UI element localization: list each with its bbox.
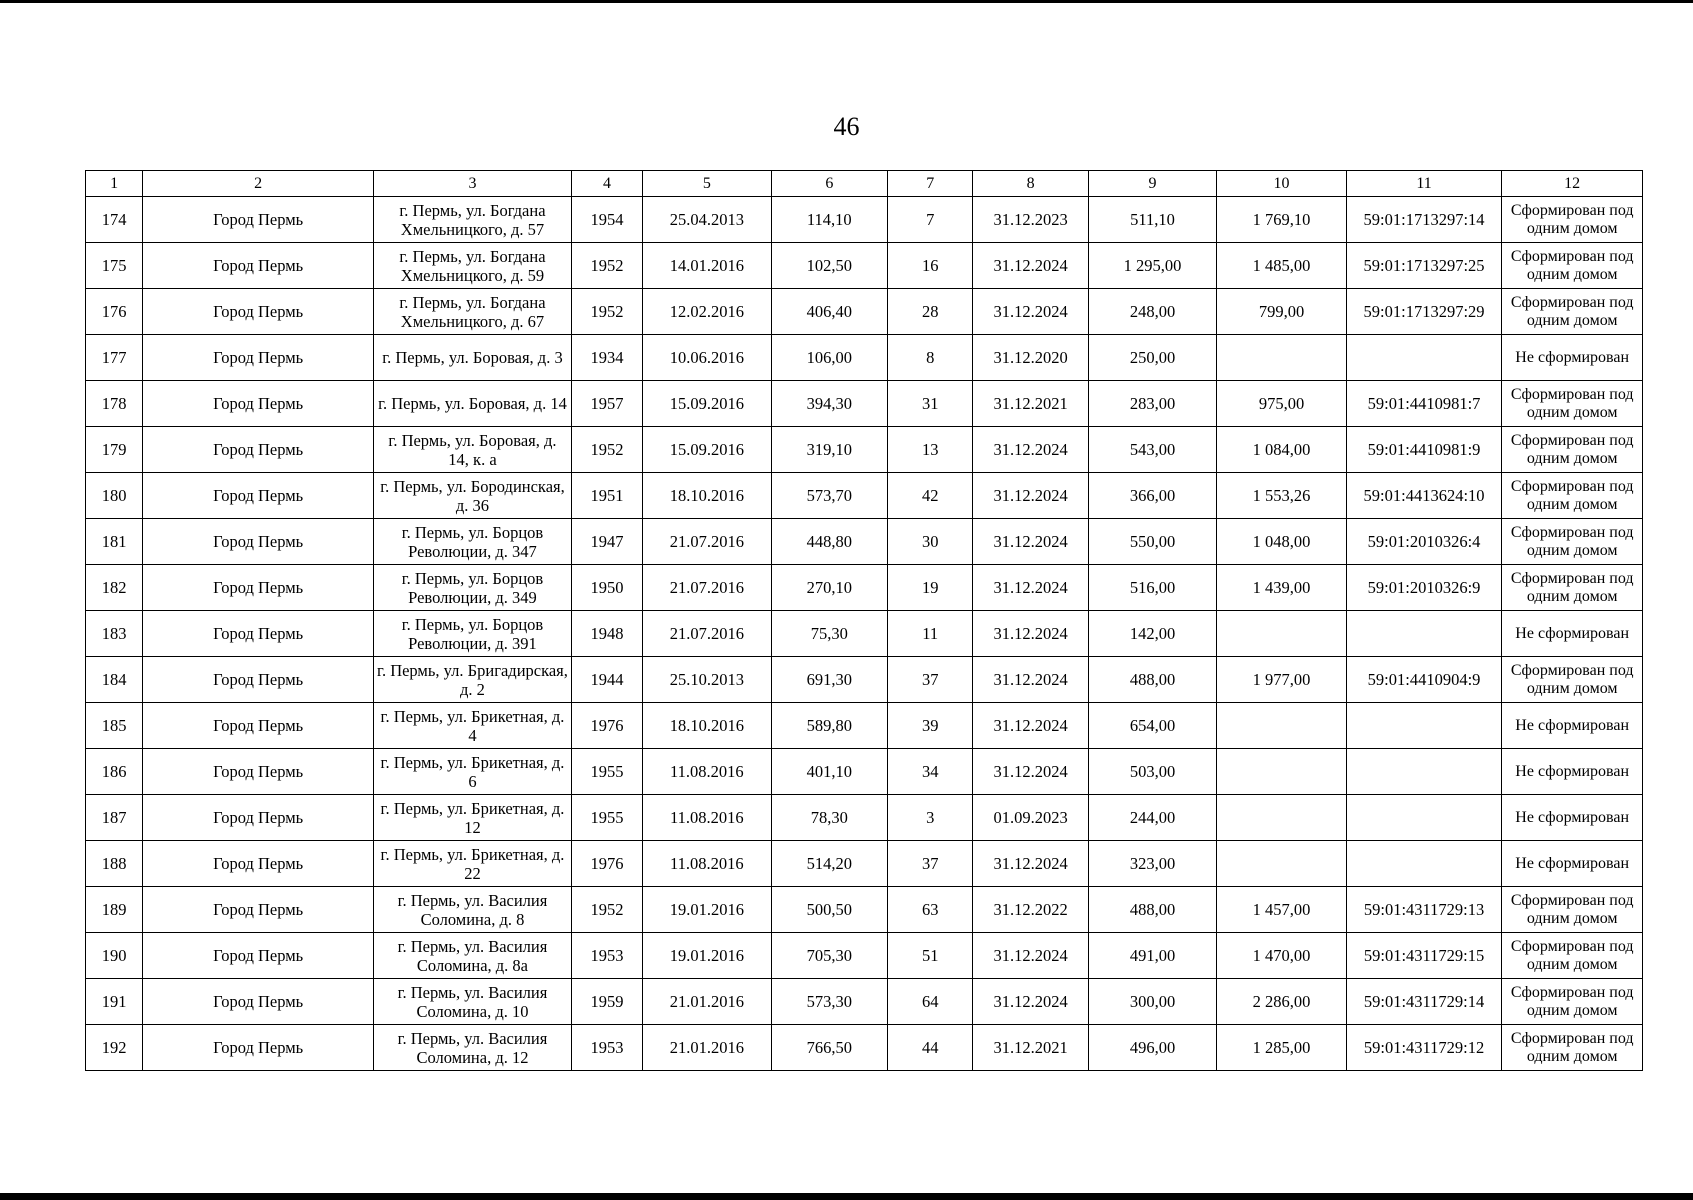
cadastral-number-cell <box>1346 703 1502 749</box>
land-area-cell <box>1217 611 1346 657</box>
residents-cell: 42 <box>888 473 973 519</box>
date-cell: 11.08.2016 <box>643 841 771 887</box>
residents-cell: 28 <box>888 289 973 335</box>
build-year-cell: 1955 <box>571 795 642 841</box>
land-status-cell: Сформирован под одним домом <box>1502 197 1643 243</box>
row-number-cell: 180 <box>86 473 143 519</box>
land-status-cell: Не сформирован <box>1502 841 1643 887</box>
land-status-cell: Сформирован под одним домом <box>1502 1025 1643 1071</box>
deadline-cell: 31.12.2024 <box>973 427 1088 473</box>
table-row <box>86 795 1643 841</box>
table-row <box>86 427 1643 473</box>
land-status-cell: Сформирован под одним домом <box>1502 473 1643 519</box>
table-row <box>86 703 1643 749</box>
row-number-cell: 191 <box>86 979 143 1025</box>
area-cell: 102,50 <box>771 243 887 289</box>
address-cell: г. Пермь, ул. Василия Соломина, д. 10 <box>374 979 572 1025</box>
municipality-cell: Город Пермь <box>143 657 374 703</box>
area-cell: 319,10 <box>771 427 887 473</box>
value-cell: 142,00 <box>1088 611 1216 657</box>
address-cell: г. Пермь, ул. Василия Соломина, д. 8а <box>374 933 572 979</box>
residents-cell: 64 <box>888 979 973 1025</box>
residents-cell: 44 <box>888 1025 973 1071</box>
table-row <box>86 335 1643 381</box>
column-number-header: 9 <box>1088 171 1216 197</box>
row-number-cell: 178 <box>86 381 143 427</box>
build-year-cell: 1959 <box>571 979 642 1025</box>
land-area-cell: 975,00 <box>1217 381 1346 427</box>
column-number-header: 2 <box>143 171 374 197</box>
land-status-cell: Не сформирован <box>1502 749 1643 795</box>
value-cell: 300,00 <box>1088 979 1216 1025</box>
municipality-cell: Город Пермь <box>143 243 374 289</box>
value-cell: 511,10 <box>1088 197 1216 243</box>
row-number-cell: 186 <box>86 749 143 795</box>
land-area-cell: 1 048,00 <box>1217 519 1346 565</box>
cadastral-number-cell: 59:01:4311729:14 <box>1346 979 1502 1025</box>
build-year-cell: 1954 <box>571 197 642 243</box>
land-area-cell: 1 553,26 <box>1217 473 1346 519</box>
date-cell: 14.01.2016 <box>643 243 771 289</box>
table-row <box>86 611 1643 657</box>
residents-cell: 63 <box>888 887 973 933</box>
value-cell: 550,00 <box>1088 519 1216 565</box>
column-number-header: 7 <box>888 171 973 197</box>
build-year-cell: 1953 <box>571 1025 642 1071</box>
area-cell: 589,80 <box>771 703 887 749</box>
table-row <box>86 473 1643 519</box>
land-status-cell: Сформирован под одним домом <box>1502 933 1643 979</box>
cadastral-number-cell <box>1346 335 1502 381</box>
table-row <box>86 933 1643 979</box>
deadline-cell: 31.12.2024 <box>973 979 1088 1025</box>
value-cell: 496,00 <box>1088 1025 1216 1071</box>
municipality-cell: Город Пермь <box>143 473 374 519</box>
build-year-cell: 1944 <box>571 657 642 703</box>
municipality-cell: Город Пермь <box>143 197 374 243</box>
land-status-cell: Сформирован под одним домом <box>1502 657 1643 703</box>
residents-cell: 3 <box>888 795 973 841</box>
date-cell: 15.09.2016 <box>643 427 771 473</box>
deadline-cell: 31.12.2024 <box>973 519 1088 565</box>
build-year-cell: 1955 <box>571 749 642 795</box>
deadline-cell: 31.12.2024 <box>973 289 1088 335</box>
table-row <box>86 519 1643 565</box>
cadastral-number-cell <box>1346 841 1502 887</box>
row-number-cell: 174 <box>86 197 143 243</box>
land-area-cell: 1 977,00 <box>1217 657 1346 703</box>
land-status-cell: Сформирован под одним домом <box>1502 887 1643 933</box>
residents-cell: 30 <box>888 519 973 565</box>
column-number-header: 5 <box>643 171 771 197</box>
date-cell: 19.01.2016 <box>643 887 771 933</box>
land-area-cell: 1 439,00 <box>1217 565 1346 611</box>
land-status-cell: Не сформирован <box>1502 703 1643 749</box>
deadline-cell: 31.12.2024 <box>973 565 1088 611</box>
date-cell: 21.07.2016 <box>643 519 771 565</box>
land-status-cell: Сформирован под одним домом <box>1502 519 1643 565</box>
column-number-header: 10 <box>1217 171 1346 197</box>
address-cell: г. Пермь, ул. Василия Соломина, д. 12 <box>374 1025 572 1071</box>
address-cell: г. Пермь, ул. Бородинская, д. 36 <box>374 473 572 519</box>
deadline-cell: 31.12.2023 <box>973 197 1088 243</box>
address-cell: г. Пермь, ул. Боровая, д. 14 <box>374 381 572 427</box>
build-year-cell: 1952 <box>571 427 642 473</box>
land-area-cell: 1 485,00 <box>1217 243 1346 289</box>
land-area-cell: 2 286,00 <box>1217 979 1346 1025</box>
municipality-cell: Город Пермь <box>143 703 374 749</box>
address-cell: г. Пермь, ул. Брикетная, д. 12 <box>374 795 572 841</box>
row-number-cell: 184 <box>86 657 143 703</box>
municipality-cell: Город Пермь <box>143 519 374 565</box>
address-cell: г. Пермь, ул. Брикетная, д. 22 <box>374 841 572 887</box>
housing-table <box>85 170 1643 1071</box>
residents-cell: 51 <box>888 933 973 979</box>
cadastral-number-cell: 59:01:4311729:12 <box>1346 1025 1502 1071</box>
date-cell: 25.04.2013 <box>643 197 771 243</box>
table-row <box>86 841 1643 887</box>
municipality-cell: Город Пермь <box>143 565 374 611</box>
build-year-cell: 1950 <box>571 565 642 611</box>
row-number-cell: 185 <box>86 703 143 749</box>
value-cell: 1 295,00 <box>1088 243 1216 289</box>
address-cell: г. Пермь, ул. Богдана Хмельницкого, д. 67 <box>374 289 572 335</box>
deadline-cell: 31.12.2024 <box>973 703 1088 749</box>
deadline-cell: 31.12.2024 <box>973 473 1088 519</box>
build-year-cell: 1947 <box>571 519 642 565</box>
residents-cell: 11 <box>888 611 973 657</box>
cadastral-number-cell <box>1346 795 1502 841</box>
land-area-cell <box>1217 335 1346 381</box>
cadastral-number-cell: 59:01:4311729:15 <box>1346 933 1502 979</box>
column-number-header: 1 <box>86 171 143 197</box>
build-year-cell: 1976 <box>571 703 642 749</box>
column-number-header: 12 <box>1502 171 1643 197</box>
row-number-cell: 181 <box>86 519 143 565</box>
residents-cell: 37 <box>888 657 973 703</box>
cadastral-number-cell: 59:01:2010326:4 <box>1346 519 1502 565</box>
deadline-cell: 31.12.2021 <box>973 381 1088 427</box>
area-cell: 766,50 <box>771 1025 887 1071</box>
land-area-cell: 1 457,00 <box>1217 887 1346 933</box>
housing-table-container <box>85 170 1643 1071</box>
date-cell: 11.08.2016 <box>643 749 771 795</box>
column-number-header: 6 <box>771 171 887 197</box>
build-year-cell: 1951 <box>571 473 642 519</box>
deadline-cell: 31.12.2024 <box>973 657 1088 703</box>
row-number-cell: 187 <box>86 795 143 841</box>
row-number-cell: 175 <box>86 243 143 289</box>
column-number-header: 11 <box>1346 171 1502 197</box>
row-number-cell: 189 <box>86 887 143 933</box>
municipality-cell: Город Пермь <box>143 289 374 335</box>
header-row <box>86 171 1643 197</box>
area-cell: 500,50 <box>771 887 887 933</box>
date-cell: 21.07.2016 <box>643 565 771 611</box>
table-body <box>86 197 1643 1071</box>
land-status-cell: Сформирован под одним домом <box>1502 381 1643 427</box>
land-area-cell: 1 769,10 <box>1217 197 1346 243</box>
row-number-cell: 179 <box>86 427 143 473</box>
cadastral-number-cell: 59:01:4311729:13 <box>1346 887 1502 933</box>
residents-cell: 7 <box>888 197 973 243</box>
address-cell: г. Пермь, ул. Богдана Хмельницкого, д. 57 <box>374 197 572 243</box>
municipality-cell: Город Пермь <box>143 841 374 887</box>
cadastral-number-cell: 59:01:4410981:7 <box>1346 381 1502 427</box>
value-cell: 654,00 <box>1088 703 1216 749</box>
build-year-cell: 1934 <box>571 335 642 381</box>
date-cell: 18.10.2016 <box>643 473 771 519</box>
value-cell: 488,00 <box>1088 887 1216 933</box>
land-status-cell: Сформирован под одним домом <box>1502 565 1643 611</box>
value-cell: 283,00 <box>1088 381 1216 427</box>
date-cell: 18.10.2016 <box>643 703 771 749</box>
area-cell: 573,30 <box>771 979 887 1025</box>
municipality-cell: Город Пермь <box>143 749 374 795</box>
land-status-cell: Сформирован под одним домом <box>1502 427 1643 473</box>
date-cell: 10.06.2016 <box>643 335 771 381</box>
address-cell: г. Пермь, ул. Борцов Революции, д. 347 <box>374 519 572 565</box>
land-area-cell <box>1217 703 1346 749</box>
build-year-cell: 1976 <box>571 841 642 887</box>
value-cell: 323,00 <box>1088 841 1216 887</box>
cadastral-number-cell: 59:01:4410904:9 <box>1346 657 1502 703</box>
land-area-cell <box>1217 749 1346 795</box>
build-year-cell: 1952 <box>571 289 642 335</box>
deadline-cell: 31.12.2022 <box>973 887 1088 933</box>
residents-cell: 34 <box>888 749 973 795</box>
address-cell: г. Пермь, ул. Брикетная, д. 4 <box>374 703 572 749</box>
address-cell: г. Пермь, ул. Бригадирская, д. 2 <box>374 657 572 703</box>
row-number-cell: 182 <box>86 565 143 611</box>
area-cell: 401,10 <box>771 749 887 795</box>
row-number-cell: 183 <box>86 611 143 657</box>
residents-cell: 13 <box>888 427 973 473</box>
residents-cell: 16 <box>888 243 973 289</box>
area-cell: 78,30 <box>771 795 887 841</box>
land-status-cell: Сформирован под одним домом <box>1502 289 1643 335</box>
row-number-cell: 188 <box>86 841 143 887</box>
table-row <box>86 197 1643 243</box>
municipality-cell: Город Пермь <box>143 381 374 427</box>
cadastral-number-cell: 59:01:4410981:9 <box>1346 427 1502 473</box>
value-cell: 503,00 <box>1088 749 1216 795</box>
cadastral-number-cell: 59:01:2010326:9 <box>1346 565 1502 611</box>
date-cell: 12.02.2016 <box>643 289 771 335</box>
table-row <box>86 887 1643 933</box>
municipality-cell: Город Пермь <box>143 611 374 657</box>
bottom-border-line <box>0 1193 1693 1200</box>
cadastral-number-cell: 59:01:1713297:25 <box>1346 243 1502 289</box>
row-number-cell: 177 <box>86 335 143 381</box>
deadline-cell: 31.12.2024 <box>973 749 1088 795</box>
deadline-cell: 31.12.2024 <box>973 243 1088 289</box>
date-cell: 19.01.2016 <box>643 933 771 979</box>
land-area-cell: 1 470,00 <box>1217 933 1346 979</box>
area-cell: 691,30 <box>771 657 887 703</box>
cadastral-number-cell: 59:01:1713297:14 <box>1346 197 1502 243</box>
table-row <box>86 1025 1643 1071</box>
build-year-cell: 1952 <box>571 243 642 289</box>
municipality-cell: Город Пермь <box>143 335 374 381</box>
address-cell: г. Пермь, ул. Боровая, д. 3 <box>374 335 572 381</box>
deadline-cell: 31.12.2024 <box>973 841 1088 887</box>
table-row <box>86 381 1643 427</box>
value-cell: 543,00 <box>1088 427 1216 473</box>
area-cell: 75,30 <box>771 611 887 657</box>
cadastral-number-cell: 59:01:1713297:29 <box>1346 289 1502 335</box>
table-row <box>86 657 1643 703</box>
deadline-cell: 31.12.2020 <box>973 335 1088 381</box>
column-number-header: 3 <box>374 171 572 197</box>
build-year-cell: 1953 <box>571 933 642 979</box>
land-area-cell <box>1217 795 1346 841</box>
value-cell: 366,00 <box>1088 473 1216 519</box>
land-status-cell: Не сформирован <box>1502 611 1643 657</box>
table-row <box>86 565 1643 611</box>
municipality-cell: Город Пермь <box>143 795 374 841</box>
land-status-cell: Не сформирован <box>1502 335 1643 381</box>
date-cell: 25.10.2013 <box>643 657 771 703</box>
address-cell: г. Пермь, ул. Василия Соломина, д. 8 <box>374 887 572 933</box>
residents-cell: 8 <box>888 335 973 381</box>
value-cell: 250,00 <box>1088 335 1216 381</box>
area-cell: 106,00 <box>771 335 887 381</box>
land-area-cell: 1 084,00 <box>1217 427 1346 473</box>
value-cell: 491,00 <box>1088 933 1216 979</box>
date-cell: 11.08.2016 <box>643 795 771 841</box>
table-row <box>86 289 1643 335</box>
deadline-cell: 31.12.2024 <box>973 933 1088 979</box>
land-area-cell <box>1217 841 1346 887</box>
table-row <box>86 749 1643 795</box>
column-number-header: 4 <box>571 171 642 197</box>
area-cell: 114,10 <box>771 197 887 243</box>
table-header <box>86 171 1643 197</box>
land-area-cell: 1 285,00 <box>1217 1025 1346 1071</box>
municipality-cell: Город Пермь <box>143 887 374 933</box>
deadline-cell: 01.09.2023 <box>973 795 1088 841</box>
top-border-line <box>0 0 1693 3</box>
row-number-cell: 190 <box>86 933 143 979</box>
table-row <box>86 979 1643 1025</box>
column-number-header: 8 <box>973 171 1088 197</box>
address-cell: г. Пермь, ул. Богдана Хмельницкого, д. 59 <box>374 243 572 289</box>
build-year-cell: 1957 <box>571 381 642 427</box>
page-number: 46 <box>833 112 860 141</box>
area-cell: 448,80 <box>771 519 887 565</box>
land-status-cell: Сформирован под одним домом <box>1502 243 1643 289</box>
value-cell: 248,00 <box>1088 289 1216 335</box>
residents-cell: 31 <box>888 381 973 427</box>
address-cell: г. Пермь, ул. Борцов Революции, д. 391 <box>374 611 572 657</box>
address-cell: г. Пермь, ул. Боровая, д. 14, к. а <box>374 427 572 473</box>
land-status-cell: Не сформирован <box>1502 795 1643 841</box>
deadline-cell: 31.12.2024 <box>973 611 1088 657</box>
cadastral-number-cell <box>1346 749 1502 795</box>
municipality-cell: Город Пермь <box>143 933 374 979</box>
residents-cell: 19 <box>888 565 973 611</box>
area-cell: 514,20 <box>771 841 887 887</box>
area-cell: 573,70 <box>771 473 887 519</box>
address-cell: г. Пермь, ул. Брикетная, д. 6 <box>374 749 572 795</box>
date-cell: 21.07.2016 <box>643 611 771 657</box>
cadastral-number-cell: 59:01:4413624:10 <box>1346 473 1502 519</box>
value-cell: 516,00 <box>1088 565 1216 611</box>
deadline-cell: 31.12.2021 <box>973 1025 1088 1071</box>
cadastral-number-cell <box>1346 611 1502 657</box>
area-cell: 705,30 <box>771 933 887 979</box>
table-row <box>86 243 1643 289</box>
date-cell: 15.09.2016 <box>643 381 771 427</box>
date-cell: 21.01.2016 <box>643 1025 771 1071</box>
land-status-cell: Сформирован под одним домом <box>1502 979 1643 1025</box>
municipality-cell: Город Пермь <box>143 427 374 473</box>
value-cell: 244,00 <box>1088 795 1216 841</box>
value-cell: 488,00 <box>1088 657 1216 703</box>
municipality-cell: Город Пермь <box>143 979 374 1025</box>
area-cell: 394,30 <box>771 381 887 427</box>
build-year-cell: 1952 <box>571 887 642 933</box>
row-number-cell: 176 <box>86 289 143 335</box>
date-cell: 21.01.2016 <box>643 979 771 1025</box>
residents-cell: 37 <box>888 841 973 887</box>
land-area-cell: 799,00 <box>1217 289 1346 335</box>
row-number-cell: 192 <box>86 1025 143 1071</box>
municipality-cell: Город Пермь <box>143 1025 374 1071</box>
build-year-cell: 1948 <box>571 611 642 657</box>
residents-cell: 39 <box>888 703 973 749</box>
area-cell: 270,10 <box>771 565 887 611</box>
address-cell: г. Пермь, ул. Борцов Революции, д. 349 <box>374 565 572 611</box>
area-cell: 406,40 <box>771 289 887 335</box>
